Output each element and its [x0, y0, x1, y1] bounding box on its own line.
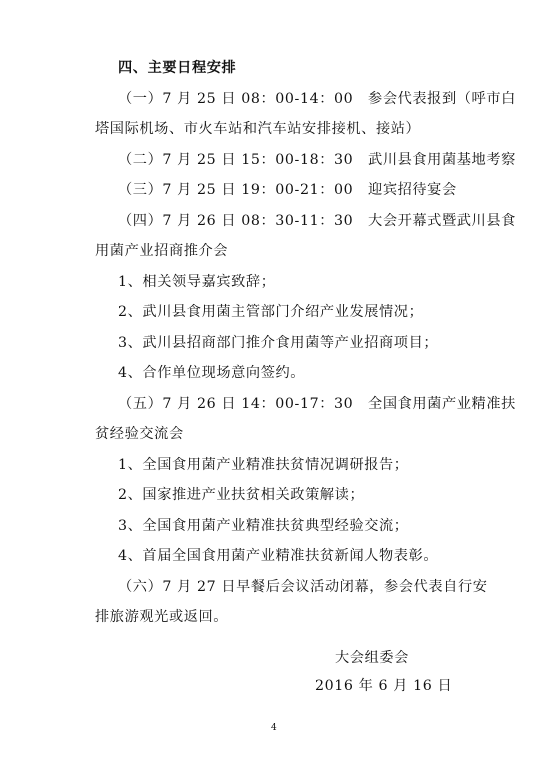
agenda-subitem: 4、首届全国食用菌产业精准扶贫新闻人物表彰。 [118, 548, 439, 564]
schedule-item-5-line-2: 贫经验交流会 [95, 426, 184, 442]
schedule-item-1-line-2: 塔国际机场、市火车站和汽车站安排接机、接站） [95, 121, 421, 137]
agenda-subitem: 3、全国食用菌产业精准扶贫典型经验交流； [118, 518, 409, 534]
organizer-signature: 大会组委会 [335, 650, 409, 666]
agenda-subitem: 3、武川县招商部门推介食用菌等产业招商项目； [118, 335, 439, 351]
agenda-subitem: 1、相关领导嘉宾致辞； [118, 274, 276, 290]
agenda-subitem: 2、武川县食用菌主管部门介绍产业发展情况； [118, 304, 424, 320]
section-heading: 四、主要日程安排 [118, 60, 237, 76]
schedule-item-5-line-1: （五）7 月 26 日 14：00-17：30 全国食用菌产业精准扶 [118, 396, 516, 412]
schedule-item-6-line-1: （六）7 月 27 日早餐后会议活动闭幕，参会代表自行安 [118, 579, 488, 595]
schedule-item-6-line-2: 排旅游观光或返回。 [95, 609, 229, 625]
schedule-item-2: （二）7 月 25 日 15：00-18：30 武川县食用菌基地考察 [118, 152, 516, 168]
agenda-subitem: 1、全国食用菌产业精准扶贫情况调研报告； [118, 457, 409, 473]
schedule-item-4-line-1: （四）7 月 26 日 08：30-11：30 大会开幕式暨武川县食 [118, 213, 516, 229]
agenda-subitem: 2、国家推进产业扶贫相关政策解读； [118, 487, 365, 503]
page-number: 4 [271, 723, 277, 733]
schedule-item-3: （三）7 月 25 日 19：00-21：00 迎宾招待宴会 [118, 182, 457, 198]
schedule-item-4-line-2: 用菌产业招商推介会 [95, 243, 229, 259]
document-date: 2016 年 6 月 16 日 [315, 678, 453, 694]
schedule-item-1-line-1: （一）7 月 25 日 08：00-14：00 参会代表报到（呼市白 [118, 91, 516, 107]
agenda-subitem: 4、合作单位现场意向签约。 [118, 365, 306, 381]
